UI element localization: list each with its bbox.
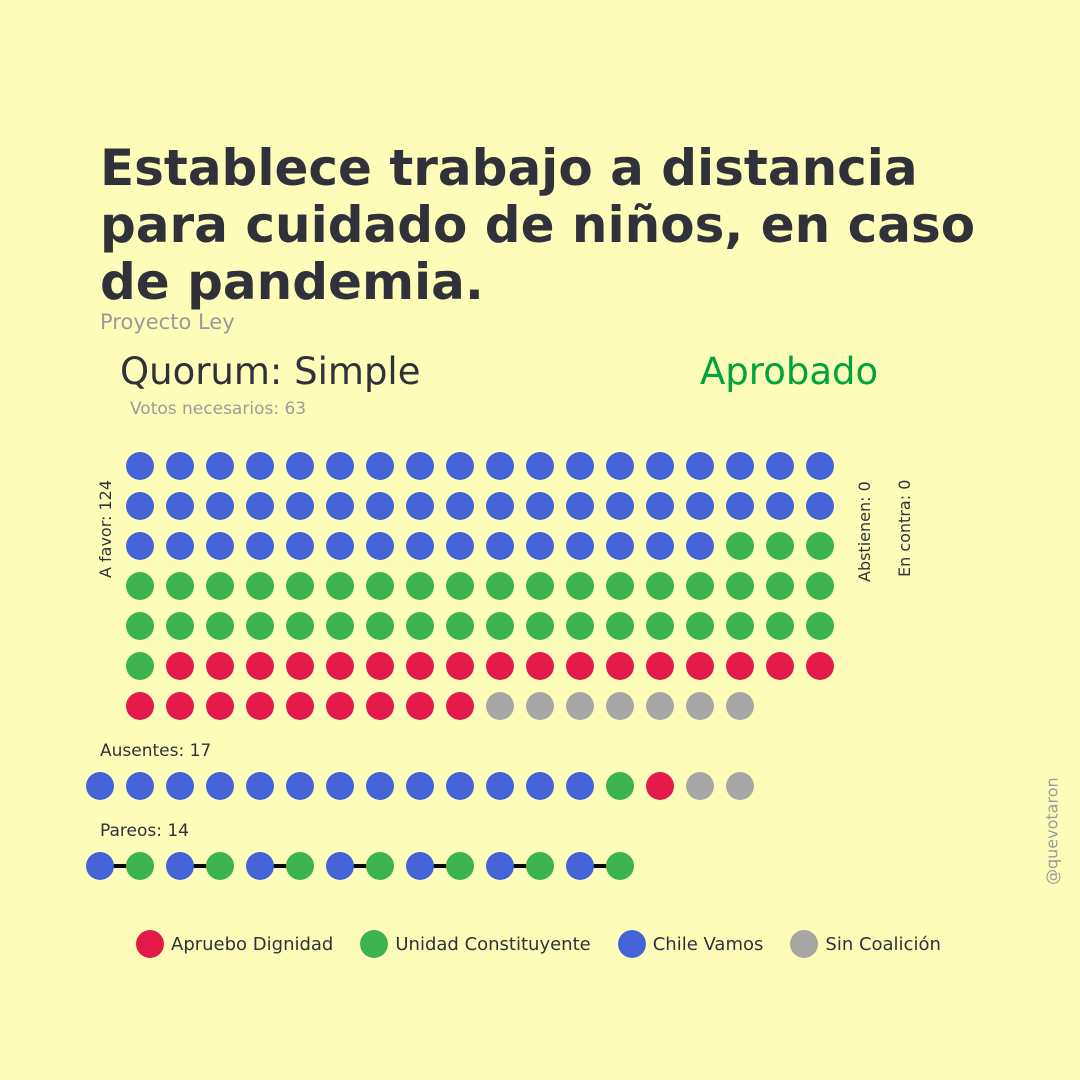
vote-dot-favor-unidad [126,652,154,680]
vote-dot-favor-apruebo [446,692,474,720]
legend-item-apruebo [136,930,333,958]
vote-dot-favor-chile [646,532,674,560]
favor-label: A favor: 124 [96,479,115,578]
vote-dot-favor-sin [606,692,634,720]
vote-dot-favor-chile [326,452,354,480]
vote-dot-favor-unidad [366,572,394,600]
vote-dot-favor-chile [606,492,634,520]
vote-dot-favor-unidad [126,572,154,600]
vote-dot-favor-unidad [366,612,394,640]
vote-dot-favor-chile [166,492,194,520]
vote-dot-favor-unidad [566,572,594,600]
vote-dot-favor-chile [206,532,234,560]
vote-dot-favor-apruebo [286,652,314,680]
vote-dot-absent-chile [526,772,554,800]
vote-dot-absent-apruebo [646,772,674,800]
vote-dot-favor-apruebo [246,652,274,680]
vote-dot-absent-chile [126,772,154,800]
vote-dot-pair-unidad [606,852,634,880]
vote-dot-favor-chile [766,492,794,520]
vote-dot-favor-chile [126,492,154,520]
vote-dot-favor-apruebo [166,692,194,720]
legend-item-unidad [360,930,590,958]
vote-dot-favor-apruebo [366,652,394,680]
vote-dot-favor-chile [246,532,274,560]
vote-dot-favor-chile [446,492,474,520]
vote-dot-favor-chile [366,532,394,560]
vote-dot-favor-chile [606,532,634,560]
vote-dot-favor-unidad [526,572,554,600]
vote-dot-favor-apruebo [246,692,274,720]
vote-dot-favor-apruebo [326,692,354,720]
vote-dot-favor-chile [486,532,514,560]
vote-dot-favor-chile [726,492,754,520]
vote-dot-pair-chile [86,852,114,880]
vote-dot-favor-chile [366,492,394,520]
legend-label: Apruebo Dignidad [171,933,334,955]
vote-dot-pair-unidad [526,852,554,880]
vote-dot-favor-chile [206,492,234,520]
vote-dot-favor-chile [686,532,714,560]
vote-dot-absent-sin [726,772,754,800]
vote-dot-pair-unidad [366,852,394,880]
vote-dot-favor-chile [726,452,754,480]
vote-dot-absent-sin [686,772,714,800]
vote-dot-absent-chile [166,772,194,800]
vote-dot-favor-unidad [446,572,474,600]
vote-dot-pair-unidad [446,852,474,880]
vote-dot-absent-chile [446,772,474,800]
vote-dot-favor-unidad [326,612,354,640]
vote-dot-favor-unidad [566,612,594,640]
vote-dot-favor-unidad [606,612,634,640]
vote-dot-favor-sin [486,692,514,720]
vote-dot-favor-chile [566,532,594,560]
vote-dot-favor-apruebo [166,652,194,680]
vote-dot-favor-unidad [766,612,794,640]
page-title: Establece trabajo a distancia para cuidado de niños, en caso de pandemia. [100,139,976,311]
legend [136,930,968,958]
vote-dot-favor-unidad [806,572,834,600]
vote-dot-favor-apruebo [206,692,234,720]
vote-dot-favor-unidad [166,612,194,640]
vote-dot-favor-chile [806,492,834,520]
vote-dot-favor-apruebo [286,692,314,720]
legend-swatch [136,930,164,958]
abstain-label: Abstienen: 0 [855,481,874,582]
vote-dot-favor-chile [686,452,714,480]
vote-dot-favor-chile [486,492,514,520]
vote-dot-favor-unidad [446,612,474,640]
vote-dot-favor-sin [686,692,714,720]
vote-dot-favor-unidad [766,572,794,600]
status-label: Aprobado [700,350,879,393]
vote-dot-favor-chile [766,452,794,480]
vote-dot-pair-chile [566,852,594,880]
vote-dot-favor-apruebo [206,652,234,680]
vote-dot-favor-apruebo [806,652,834,680]
vote-dot-pair-unidad [206,852,234,880]
vote-dot-pair-chile [486,852,514,880]
legend-swatch [360,930,388,958]
vote-dot-favor-sin [646,692,674,720]
vote-dot-favor-unidad [646,612,674,640]
vote-dot-favor-sin [526,692,554,720]
vote-dot-favor-apruebo [646,652,674,680]
vote-dot-favor-chile [326,492,354,520]
vote-dot-favor-chile [686,492,714,520]
vote-dot-favor-apruebo [446,652,474,680]
legend-label: Unidad Constituyente [395,933,591,955]
vote-dot-favor-apruebo [406,692,434,720]
vote-dot-favor-unidad [246,572,274,600]
vote-dot-absent-chile [326,772,354,800]
vote-dot-favor-chile [246,452,274,480]
vote-dot-favor-chile [806,452,834,480]
absent-dots [86,772,754,800]
vote-dot-favor-unidad [646,572,674,600]
vote-dot-favor-sin [726,692,754,720]
vote-dot-pair-chile [406,852,434,880]
vote-dot-favor-chile [526,532,554,560]
vote-dot-favor-unidad [726,612,754,640]
vote-dot-favor-chile [486,452,514,480]
vote-dot-favor-chile [286,532,314,560]
vote-dot-absent-chile [286,772,314,800]
vote-dot-favor-chile [246,492,274,520]
vote-dot-pair-chile [166,852,194,880]
vote-dot-favor-apruebo [486,652,514,680]
vote-dot-favor-apruebo [766,652,794,680]
vote-dot-favor-chile [166,532,194,560]
vote-dot-pair-unidad [126,852,154,880]
vote-dot-favor-unidad [686,572,714,600]
vote-dot-absent-unidad [606,772,634,800]
absent-label: Ausentes: 17 [100,741,212,761]
vote-dot-pair-chile [246,852,274,880]
vote-dot-absent-chile [206,772,234,800]
vote-dot-favor-apruebo [126,692,154,720]
legend-label: Chile Vamos [652,933,764,955]
vote-dot-favor-unidad [286,572,314,600]
pairs-label: Pareos: 14 [100,821,190,841]
vote-dot-favor-chile [646,492,674,520]
vote-dot-favor-chile [206,452,234,480]
vote-dot-favor-chile [566,492,594,520]
vote-dot-favor-chile [406,532,434,560]
vote-dot-favor-unidad [286,612,314,640]
legend-item-chile [618,930,764,958]
quorum-label: Quorum: Simple [120,350,421,393]
vote-dot-favor-chile [166,452,194,480]
vote-dot-pair-chile [326,852,354,880]
vote-dot-favor-unidad [326,572,354,600]
vote-dot-absent-chile [566,772,594,800]
vote-dot-absent-chile [86,772,114,800]
vote-dot-favor-unidad [206,572,234,600]
against-label: En contra: 0 [895,479,914,577]
vote-dot-favor-unidad [246,612,274,640]
vote-dot-favor-unidad [486,572,514,600]
vote-dot-favor-unidad [126,612,154,640]
vote-dot-favor-unidad [686,612,714,640]
vote-dot-favor-chile [406,452,434,480]
vote-dot-favor-sin [566,692,594,720]
vote-dot-absent-chile [486,772,514,800]
vote-dot-favor-unidad [166,572,194,600]
vote-dot-absent-chile [406,772,434,800]
vote-dot-favor-chile [446,532,474,560]
vote-dot-favor-unidad [606,572,634,600]
vote-dot-favor-unidad [806,532,834,560]
vote-dot-pair-unidad [286,852,314,880]
favor-dots [126,452,834,720]
vote-dot-favor-unidad [206,612,234,640]
vote-dot-favor-chile [126,532,154,560]
handle-label: @quevotaron [1043,777,1062,885]
vote-dot-favor-apruebo [366,692,394,720]
vote-dot-favor-apruebo [726,652,754,680]
legend-swatch [790,930,818,958]
vote-dot-favor-chile [606,452,634,480]
pairs-dots [86,852,634,880]
vote-dot-favor-apruebo [566,652,594,680]
vote-dot-favor-unidad [406,612,434,640]
vote-dot-favor-apruebo [606,652,634,680]
vote-dot-favor-unidad [726,532,754,560]
vote-dot-favor-unidad [526,612,554,640]
vote-dot-favor-chile [526,492,554,520]
vote-dot-favor-chile [286,452,314,480]
vote-dot-favor-apruebo [326,652,354,680]
vote-dot-favor-apruebo [686,652,714,680]
legend-swatch [618,930,646,958]
vote-dot-favor-chile [366,452,394,480]
vote-dot-favor-chile [126,452,154,480]
subtitle: Proyecto Ley [100,310,235,334]
vote-dot-favor-unidad [766,532,794,560]
vote-dot-favor-chile [526,452,554,480]
votes-needed-label: Votos necesarios: 63 [130,399,307,419]
vote-dot-favor-chile [566,452,594,480]
vote-dot-favor-chile [446,452,474,480]
legend-label: Sin Coalición [825,933,941,955]
vote-dot-absent-chile [366,772,394,800]
vote-dot-favor-unidad [806,612,834,640]
vote-dot-favor-chile [326,532,354,560]
vote-dot-favor-unidad [726,572,754,600]
vote-dot-favor-unidad [406,572,434,600]
vote-dot-favor-chile [286,492,314,520]
vote-dot-favor-unidad [486,612,514,640]
vote-dot-absent-chile [246,772,274,800]
vote-dot-favor-apruebo [526,652,554,680]
vote-dot-favor-chile [646,452,674,480]
legend-item-sin [790,930,941,958]
vote-dot-favor-chile [406,492,434,520]
vote-dot-favor-apruebo [406,652,434,680]
